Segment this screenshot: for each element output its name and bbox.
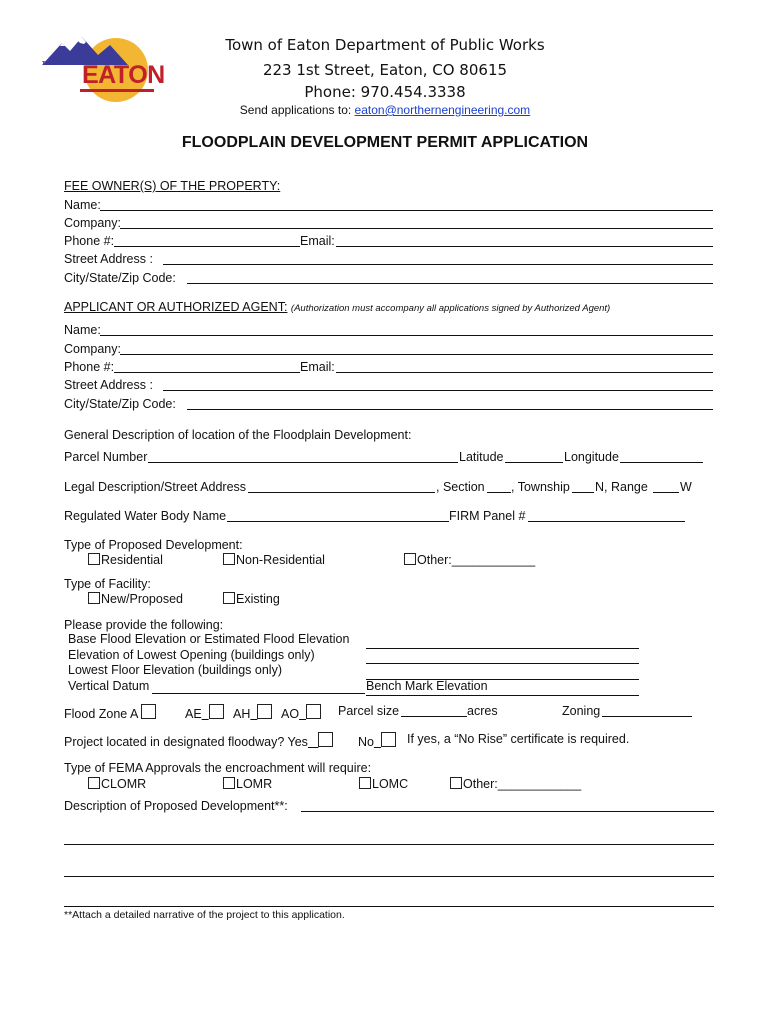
non-residential-label: Non-Residential: [236, 553, 325, 567]
fema-approvals-label: Type of FEMA Approvals the encroachment will require:: [64, 761, 372, 775]
bench-mark-field[interactable]: [366, 695, 639, 696]
zone-ae-checkbox[interactable]: [209, 704, 224, 719]
legal-description-label: Legal Description/Street Address: [64, 480, 247, 494]
owner-email-label: Email:: [300, 234, 335, 248]
owner-name-field[interactable]: [100, 210, 713, 211]
agent-street-field[interactable]: [163, 390, 713, 391]
owner-street-field[interactable]: [163, 264, 713, 265]
bfe-field[interactable]: [366, 648, 639, 649]
water-body-label: Regulated Water Body Name: [64, 509, 227, 523]
description-field-1[interactable]: [301, 811, 714, 812]
longitude-label: Longitude: [564, 450, 619, 464]
logo-name: EATON: [82, 61, 165, 89]
owner-name-label: Name:: [64, 198, 101, 212]
residential-label: Residential: [101, 553, 163, 567]
lomc-option[interactable]: [359, 777, 408, 791]
agent-name-field[interactable]: [100, 335, 713, 336]
lomc-checkbox[interactable]: [359, 777, 371, 789]
lowest-opening-field[interactable]: [366, 663, 639, 664]
parcel-number-label: Parcel Number: [64, 450, 148, 464]
other-fema-label: Other:____________: [463, 777, 582, 791]
vertical-datum-label: Vertical Datum: [68, 679, 150, 693]
zone-ah-checkbox[interactable]: [257, 704, 272, 719]
existing-label: Existing: [236, 592, 280, 606]
firm-panel-label: FIRM Panel #: [449, 509, 526, 523]
agent-city-field[interactable]: [187, 409, 713, 410]
floodway-yes-option[interactable]: [64, 732, 333, 749]
residential-option[interactable]: [88, 553, 163, 567]
form-title: FLOODPLAIN DEVELOPMENT PERMIT APPLICATION: [181, 134, 589, 151]
facility-type-label: Type of Facility:: [64, 577, 151, 591]
clomr-option[interactable]: [88, 777, 146, 791]
general-description-label: General Description of location of the Floodplain Development:: [64, 428, 412, 442]
floodway-yes-checkbox[interactable]: [318, 732, 333, 747]
section-field[interactable]: [487, 492, 511, 493]
parcel-number-field[interactable]: [148, 462, 458, 463]
vertical-datum-field[interactable]: [152, 693, 365, 694]
other-fema-option[interactable]: [450, 777, 581, 791]
zone-ae-label: AE: [185, 707, 202, 721]
zone-ah-label: AH: [233, 707, 251, 721]
other-development-checkbox[interactable]: [404, 553, 416, 565]
flood-zone-label: Flood Zone A: [64, 707, 138, 721]
floodway-question: Project located in designated floodway? Yes: [64, 735, 308, 749]
bfe-label: Base Flood Elevation or Estimated Flood Elevation: [68, 632, 350, 646]
owner-company-field[interactable]: [120, 228, 713, 229]
lowest-floor-label: Lowest Floor Elevation (buildings only): [68, 663, 282, 677]
zoning-field[interactable]: [602, 716, 692, 717]
logo-small-text: THE TOWN OF: [42, 61, 77, 67]
description-field-4[interactable]: [64, 906, 714, 907]
non-residential-checkbox[interactable]: [223, 553, 235, 565]
bench-mark-label: Bench Mark Elevation: [366, 679, 488, 693]
department-name: Town of Eaton Department of Public Works: [225, 36, 545, 54]
floodway-no-label: No: [358, 735, 374, 749]
firm-panel-field[interactable]: [528, 521, 685, 522]
longitude-field[interactable]: [620, 462, 703, 463]
water-body-field[interactable]: [227, 521, 449, 522]
agent-email-label: Email:: [300, 360, 335, 374]
lomc-label: LOMC: [372, 777, 409, 791]
zone-a-checkbox[interactable]: [141, 704, 156, 719]
department-address: 223 1st Street, Eaton, CO 80615: [262, 61, 508, 79]
lowest-opening-label: Elevation of Lowest Opening (buildings only): [68, 648, 315, 662]
lomr-checkbox[interactable]: [223, 777, 235, 789]
description-field-2[interactable]: [64, 844, 714, 845]
provide-label: Please provide the following:: [64, 618, 224, 632]
agent-heading: APPLICANT OR AUTHORIZED AGENT:: [64, 300, 288, 314]
latitude-field[interactable]: [505, 462, 563, 463]
agent-street-label: Street Address :: [64, 378, 153, 392]
non-residential-option[interactable]: [223, 553, 325, 567]
section-label: , Section: [436, 480, 485, 494]
residential-checkbox[interactable]: [88, 553, 100, 565]
department-phone: Phone: 970.454.3338: [304, 83, 466, 101]
owner-email-field[interactable]: [336, 246, 713, 247]
parcel-size-label: Parcel size: [338, 704, 400, 718]
flood-zone-a-option[interactable]: [64, 704, 156, 721]
new-proposed-checkbox[interactable]: [88, 592, 100, 604]
w-label: W: [680, 480, 692, 494]
owner-company-label: Company:: [64, 216, 121, 230]
no-rise-note: If yes, a “No Rise” certificate is required.: [407, 732, 630, 746]
agent-note: (Authorization must accompany all applications signed by Authorized Agent): [290, 303, 611, 314]
agent-phone-label: Phone #:: [64, 360, 115, 374]
development-type-label: Type of Proposed Development:: [64, 538, 243, 552]
zone-ah-option[interactable]: [233, 704, 272, 721]
agent-city-label: City/State/Zip Code:: [64, 397, 176, 411]
owner-city-field[interactable]: [187, 283, 713, 284]
parcel-size-field[interactable]: [401, 716, 467, 717]
lomr-option[interactable]: [223, 777, 272, 791]
existing-option[interactable]: [223, 592, 280, 606]
township-field[interactable]: [572, 492, 594, 493]
owner-phone-label: Phone #:: [64, 234, 115, 248]
owner-city-label: City/State/Zip Code:: [64, 271, 176, 285]
other-fema-checkbox[interactable]: [450, 777, 462, 789]
send-applications: [0, 103, 770, 117]
agent-company-field[interactable]: [120, 354, 713, 355]
agent-heading-row: [64, 300, 610, 314]
zoning-label: Zoning: [562, 704, 601, 718]
description-field-3[interactable]: [64, 876, 714, 877]
latitude-label: Latitude: [459, 450, 504, 464]
new-proposed-option[interactable]: [88, 592, 183, 606]
send-prefix: Send applications to:: [239, 103, 355, 117]
zone-ao-label: AO: [281, 707, 300, 721]
agent-company-label: Company:: [64, 342, 121, 356]
new-proposed-label: New/Proposed: [101, 592, 183, 606]
description-label: Description of Proposed Development**:: [64, 799, 288, 813]
clomr-checkbox[interactable]: [88, 777, 100, 789]
acres-label: acres: [467, 704, 498, 718]
owner-phone-field[interactable]: [114, 246, 300, 247]
clomr-label: CLOMR: [101, 777, 147, 791]
township-label: , Township: [511, 480, 570, 494]
other-development-option[interactable]: [404, 553, 535, 567]
other-development-label: Other:____________: [417, 553, 536, 567]
agent-phone-field[interactable]: [114, 372, 300, 373]
zone-ae-option[interactable]: [185, 704, 224, 721]
floodway-no-checkbox[interactable]: [381, 732, 396, 747]
agent-email-field[interactable]: [336, 372, 713, 373]
existing-checkbox[interactable]: [223, 592, 235, 604]
zone-ao-option[interactable]: [281, 704, 321, 721]
email-link[interactable]: eaton@northernengineering.com: [354, 103, 531, 117]
owner-street-label: Street Address :: [64, 252, 153, 266]
lomr-label: LOMR: [236, 777, 273, 791]
n-range-label: N, Range: [595, 480, 648, 494]
zone-ao-checkbox[interactable]: [306, 704, 321, 719]
footnote: **Attach a detailed narrative of the project to this application.: [64, 909, 345, 921]
owner-heading: FEE OWNER(S) OF THE PROPERTY:: [64, 179, 281, 193]
floodway-no-option[interactable]: [358, 732, 396, 749]
agent-name-label: Name:: [64, 323, 101, 337]
legal-description-field[interactable]: [248, 492, 435, 493]
range-field[interactable]: [653, 492, 679, 493]
